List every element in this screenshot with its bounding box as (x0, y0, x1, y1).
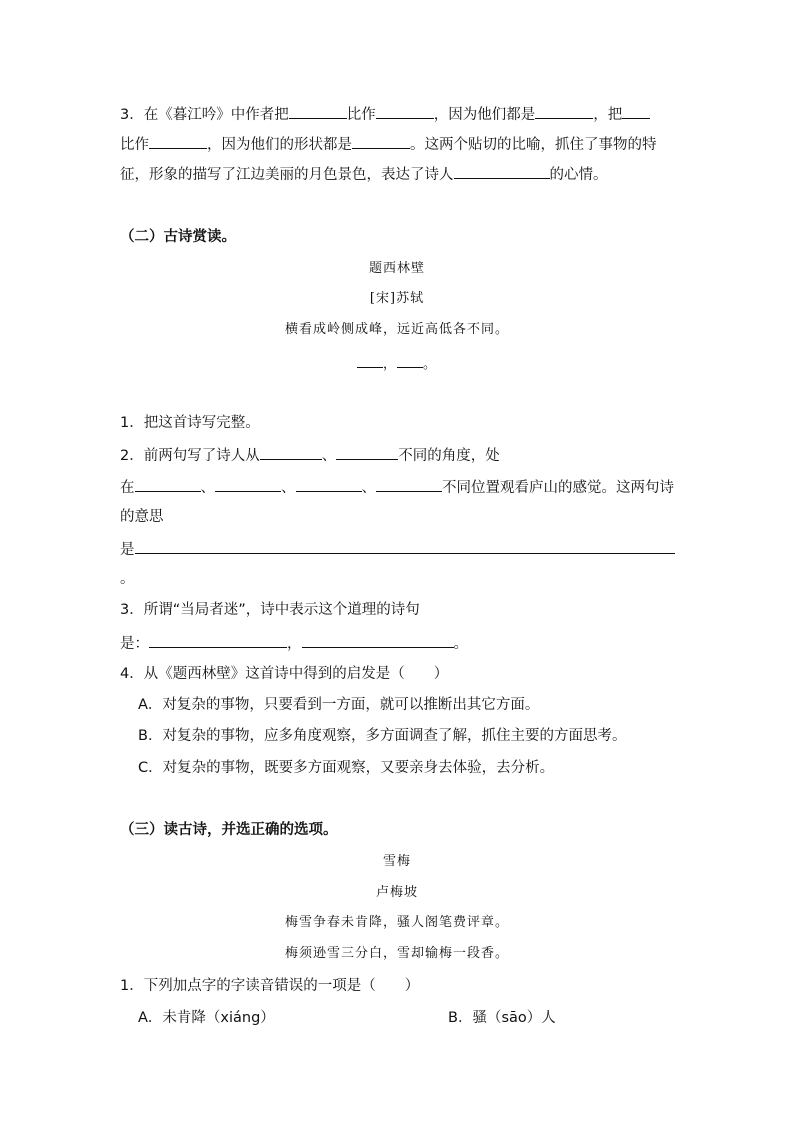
answer-blank[interactable] (149, 133, 207, 149)
answer-blank[interactable] (622, 103, 650, 119)
q2-line-5: 。 (120, 571, 135, 587)
section-heading: （二）古诗赏读。 (120, 229, 236, 245)
text: 不同的角度，处 (398, 448, 500, 464)
q2-line-3: 的意思 (120, 509, 164, 525)
text: 3．在《暮江吟》中作者把 (120, 107, 289, 123)
text: 是： (120, 636, 149, 652)
poem-title: 雪梅 (382, 854, 411, 869)
answer-blank[interactable] (376, 103, 434, 119)
text: 比作 (120, 137, 149, 153)
text: ， (382, 357, 397, 372)
text: ，因为他们的形状都是 (207, 137, 352, 153)
q1-option-b[interactable]: B．骚（sāo）人 (448, 1010, 556, 1026)
answer-blank[interactable] (352, 133, 410, 149)
text: 。 (423, 357, 438, 372)
q3b-line-1: 3．所谓“当局者迷”，诗中表示这个道理的诗句 (120, 602, 420, 618)
q4-option-a[interactable]: A．对复杂的事物，只要看到一方面，就可以推断出其它方面。 (138, 697, 540, 713)
q1-line: 1．下列加点字的字读音错误的一项是（ ） (120, 978, 420, 994)
q3-line-2 (120, 133, 657, 155)
answer-blank[interactable] (357, 352, 383, 368)
q4-line: 4．从《题西林壁》这首诗中得到的启发是（ ） (120, 666, 449, 682)
text: 的心情。 (549, 167, 608, 183)
q3-line-1 (120, 103, 650, 125)
text: 、 (321, 448, 337, 464)
poem-author: [宋]苏轼 (369, 291, 425, 306)
q3-line-3 (120, 163, 608, 185)
text: ，把 (593, 107, 623, 123)
text: 、 (281, 480, 296, 496)
answer-blank[interactable] (289, 103, 347, 119)
answer-blank[interactable] (260, 444, 322, 460)
poem-line: 梅须逊雪三分白，雪却输梅一段香。 (284, 946, 509, 961)
text: 。 (453, 636, 468, 652)
answer-blank[interactable] (296, 476, 362, 492)
answer-blank[interactable] (535, 103, 593, 119)
q2-line-1 (120, 444, 500, 466)
answer-blank[interactable] (215, 476, 281, 492)
text: 、 (361, 480, 376, 496)
q2-line-2 (120, 476, 674, 498)
text: 是 (120, 542, 135, 558)
q1-line: 1．把这首诗写完整。 (120, 415, 260, 431)
poem-line: 梅雪争春未肯降，骚人阁笔费评章。 (284, 915, 509, 930)
answer-blank[interactable] (149, 632, 287, 648)
q4-option-b[interactable]: B．对复杂的事物，应多角度观察，多方面调查了解，抓住主要的方面思考。 (138, 728, 627, 744)
poem-title: 题西林壁 (368, 261, 425, 276)
text: 、 (200, 480, 215, 496)
text: 2．前两句写了诗人从 (120, 448, 260, 464)
poem-author: 卢梅坡 (375, 885, 418, 900)
text: 比作 (346, 107, 376, 123)
answer-blank[interactable] (135, 476, 201, 492)
q2-line-4 (120, 538, 675, 560)
poem-blank-line (0, 352, 794, 375)
answer-blank[interactable] (336, 444, 398, 460)
text: ，因为他们都是 (433, 107, 536, 123)
q3b-line-2 (120, 632, 468, 654)
text: 不同位置观看庐山的感觉。这两句诗 (442, 480, 674, 496)
section-heading: （三）读古诗，并选正确的选项。 (120, 822, 338, 838)
text: ， (287, 636, 302, 652)
answer-blank[interactable] (376, 476, 442, 492)
answer-blank[interactable] (135, 538, 675, 554)
answer-blank[interactable] (302, 632, 454, 648)
text: 征，形象的描写了江边美丽的月色景色，表达了诗人 (120, 167, 454, 183)
text: 在 (120, 480, 135, 496)
poem-line: 横看成岭侧成峰，远近高低各不同。 (284, 322, 509, 337)
q1-option-a[interactable]: A．未肯降（xiáng） (138, 1010, 275, 1026)
q4-option-c[interactable]: C．对复杂的事物，既要多方面观察，又要亲身去体验，去分析。 (138, 760, 555, 776)
answer-blank[interactable] (454, 163, 550, 179)
text: 。这两个贴切的比喻，抓住了事物的特 (410, 137, 657, 153)
answer-blank[interactable] (397, 352, 423, 368)
